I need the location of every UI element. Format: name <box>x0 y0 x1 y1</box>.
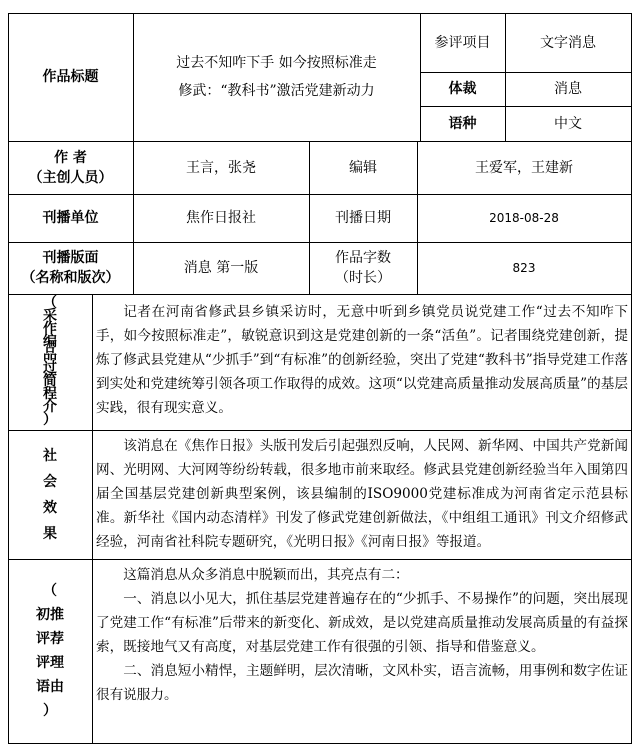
layout-label <box>8 242 133 294</box>
genre-label: 体裁 <box>448 81 477 97</box>
date-value: 2018-08-28 <box>489 211 559 225</box>
process-label-char: 编 <box>43 334 57 350</box>
editor-label: 编辑 <box>349 159 377 176</box>
work-title-line2: 修武：“教科书”激活党建新动力 <box>178 83 375 99</box>
genre-value: 消息 <box>554 81 582 97</box>
review-label-char: 初推 <box>36 607 64 623</box>
project-label: 参评项目 <box>434 34 491 51</box>
layout-label-line1: 刊播版面 <box>42 250 99 266</box>
layout-value: 消息 第一版 <box>183 260 259 276</box>
unit-label: 刊播单位 <box>42 210 99 226</box>
editor-value: 王爱军，王建新 <box>475 159 573 176</box>
author-value: 王言，张尧 <box>186 159 256 176</box>
process-label-char: 简 <box>43 373 57 389</box>
review-label-char: （ <box>43 583 57 599</box>
author-label <box>8 141 133 194</box>
title-label: 作品标题 <box>42 69 99 85</box>
review-label-char: 语由 <box>36 679 64 695</box>
process-label-char: 过 <box>43 360 57 376</box>
count-label-line1: 作品字数 <box>335 250 391 266</box>
review-label-char: ） <box>43 703 57 719</box>
author-label-line1: 作 者 <box>54 149 87 166</box>
process-label-char: 介 <box>43 399 57 415</box>
review-label-char: 评理 <box>36 655 64 671</box>
process-label <box>8 294 92 430</box>
column-divider <box>92 294 93 743</box>
row-divider <box>8 430 632 431</box>
row-divider <box>8 559 632 560</box>
language-label: 语种 <box>448 115 477 132</box>
process-label-char: ） <box>43 412 57 428</box>
effect-text <box>96 434 628 554</box>
unit-value: 焦作日报社 <box>186 210 256 226</box>
count-label-line2: （时长） <box>335 270 391 286</box>
review-label <box>8 559 92 743</box>
process-paragraph: 记者在河南省修武县乡镇采访时，无意中听到乡镇党员说党建工作“过去不知咋下手，如今按照标准走”，敏锐意识到这是党建创新的一条“活鱼”。记者围绕党建创新，提炼了修武县党建从“少抓手”到“有标准”的创新经验，突出了党建“教科书”指导党建工作落到实处和党建统筹引领各项工作取得的成效。这项“以党建高质量推动发展高质量”的基层实践，很有现实意义。 <box>96 304 628 416</box>
table-border-right <box>631 13 632 744</box>
work-title <box>133 13 420 141</box>
effect-paragraph: 该消息在《焦作日报》头版刊发后引起强烈反响，人民网、新华网、中国共产党新闻网、光明网、大河网等纷纷转载，很多地市前来取经。修武县党建创新经验当年入围第四届全国基层党建创新典型案例，该县编制的ISO9000党建标准成为河南省定示范县标准。新华社《国内动态清样》刊发了修武党建创新做法，《中组组工通讯》刊文介绍修武经验，河南省社科院专题研究，《光明日报》《河南日报》等报道。 <box>96 438 628 550</box>
process-label-char: （ <box>43 295 57 311</box>
review-text <box>96 563 628 707</box>
review-label-char: 评荐 <box>36 631 64 647</box>
effect-label-char: 效 <box>43 499 57 516</box>
process-text <box>96 300 628 420</box>
layout-label-line2: （名称和版次） <box>21 270 120 286</box>
review-paragraph-intro: 这篇消息从众多消息中脱颖而出，其亮点有二： <box>123 567 409 583</box>
work-title-line1: 过去不知咋下手 如今按照标准走 <box>176 55 377 71</box>
process-label-char: 品 <box>43 347 57 363</box>
author-label-line2: （主创人员） <box>28 169 113 186</box>
effect-label <box>8 430 92 559</box>
process-label-char: 程 <box>43 386 57 402</box>
count-label <box>309 242 417 294</box>
review-paragraph-point2: 二、消息短小精悍，主题鲜明，层次清晰，文风朴实，语言流畅，用事例和数字佐证很有说服力。 <box>96 663 628 703</box>
effect-label-char: 会 <box>43 473 57 490</box>
date-label: 刊播日期 <box>335 210 391 226</box>
process-label-char: 采 <box>43 308 57 324</box>
effect-label-char: 果 <box>43 525 57 542</box>
effect-label-char: 社 <box>43 447 57 464</box>
review-paragraph-point1: 一、消息以小见大，抓住基层党建普遍存在的“少抓手、不易操作”的问题，突出展现了党建工作“有标准”后带来的新变化、新成效，是以党建高质量推动发展高质量的有益探索，既接地气又有高度，对基层党建工作有很强的引领、指导和借鉴意义。 <box>96 591 628 655</box>
language-value: 中文 <box>554 115 582 132</box>
process-label-char: 作 <box>43 321 57 337</box>
project-value: 文字消息 <box>540 34 596 51</box>
row-divider <box>8 294 632 295</box>
count-value: 823 <box>512 261 536 275</box>
table-border-bottom <box>8 743 632 744</box>
